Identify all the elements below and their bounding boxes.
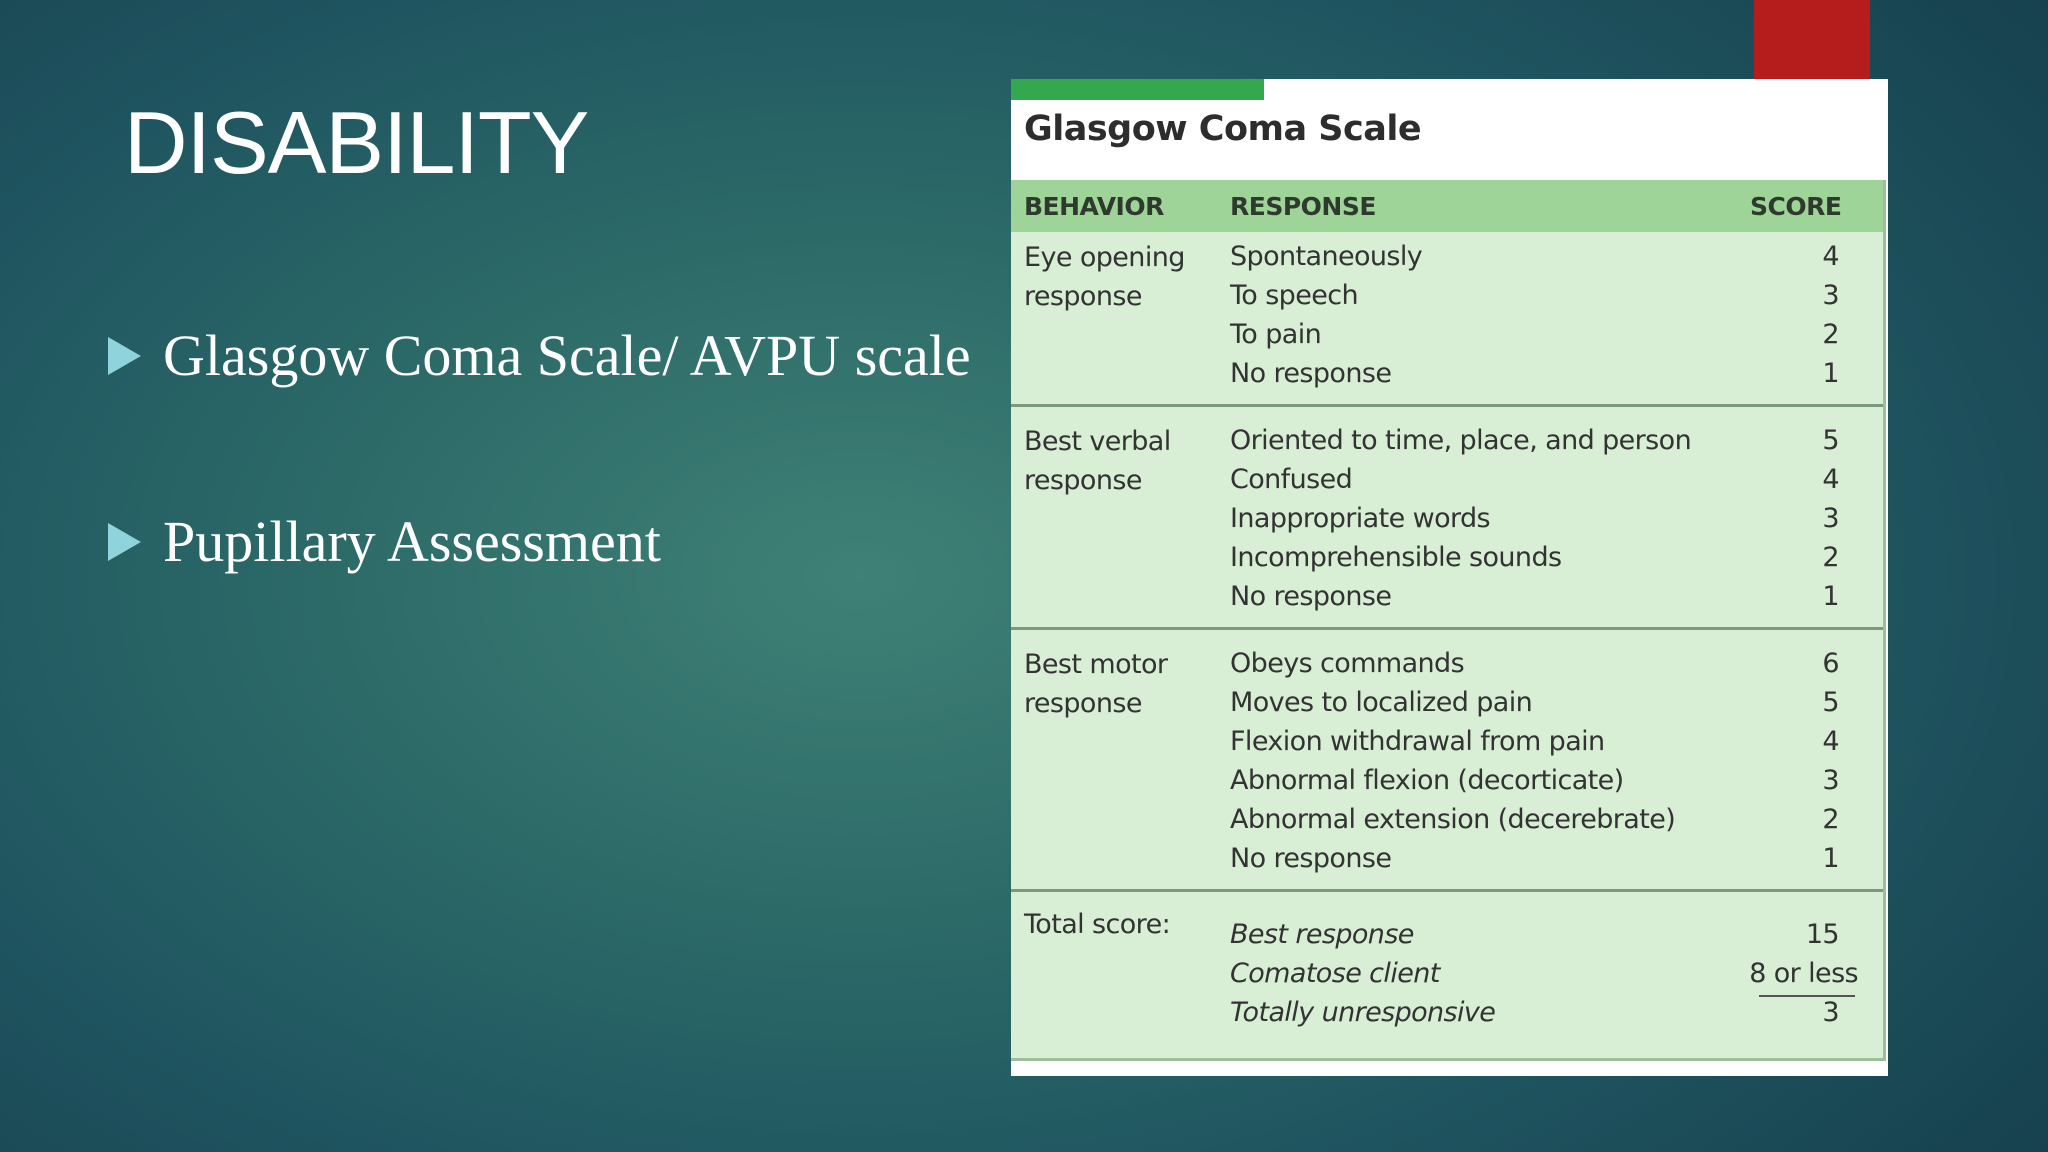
behavior-line: Best motor xyxy=(1024,649,1168,680)
table-header-row xyxy=(1011,180,1883,232)
response-text: Moves to localized pain xyxy=(1230,687,1533,718)
response-text: No response xyxy=(1230,581,1392,612)
behavior-label xyxy=(1024,645,1167,723)
header-behavior: BEHAVIOR xyxy=(1024,192,1164,221)
response-text: Totally unresponsive xyxy=(1230,997,1496,1028)
response-text: Inappropriate words xyxy=(1230,503,1491,534)
score-value: 15 xyxy=(1805,919,1839,950)
score-value: 2 xyxy=(1822,319,1839,350)
behavior-label xyxy=(1024,238,1185,316)
score-value: 3 xyxy=(1822,280,1839,311)
behavior-line: response xyxy=(1024,281,1142,312)
score-value: 4 xyxy=(1822,241,1839,272)
bullet-item xyxy=(108,322,971,389)
response-text: Spontaneously xyxy=(1230,241,1423,272)
slide-title: DISABILITY xyxy=(124,93,589,192)
score-value: 2 xyxy=(1822,804,1839,835)
header-response: RESPONSE xyxy=(1230,192,1376,221)
response-text: Comatose client xyxy=(1230,958,1440,989)
score-value: 2 xyxy=(1822,542,1839,573)
score-value: 4 xyxy=(1822,726,1839,757)
score-value: 4 xyxy=(1822,464,1839,495)
score-value: 1 xyxy=(1822,358,1839,389)
behavior-line: response xyxy=(1024,688,1142,719)
score-value: 3 xyxy=(1822,997,1839,1028)
group-divider xyxy=(1011,404,1883,407)
behavior-line: Best verbal xyxy=(1024,426,1171,457)
bullet-text: Glasgow Coma Scale/ AVPU scale xyxy=(163,323,971,388)
total-score-label: Total score: xyxy=(1024,909,1171,940)
response-text: Abnormal extension (decerebrate) xyxy=(1230,804,1676,835)
bullet-text: Pupillary Assessment xyxy=(163,509,661,574)
triangle-bullet-icon xyxy=(108,523,141,561)
behavior-line: Eye opening xyxy=(1024,242,1185,273)
gcs-table-figure xyxy=(1011,79,1888,1076)
response-text: Flexion withdrawal from pain xyxy=(1230,726,1605,757)
response-text: Confused xyxy=(1230,464,1353,495)
behavior-label xyxy=(1024,422,1171,500)
behavior-line: response xyxy=(1024,465,1142,496)
response-text: No response xyxy=(1230,358,1392,389)
response-text: Abnormal flexion (decorticate) xyxy=(1230,765,1624,796)
group-divider xyxy=(1011,889,1883,892)
figure-title: Glasgow Coma Scale xyxy=(1024,109,1422,149)
score-value: 1 xyxy=(1822,581,1839,612)
header-score: SCORE xyxy=(1750,192,1842,221)
score-value: 1 xyxy=(1822,843,1839,874)
score-value: 8 or less xyxy=(1749,958,1858,989)
response-text: Oriented to time, place, and person xyxy=(1230,425,1692,456)
response-text: To pain xyxy=(1230,319,1322,350)
response-text: No response xyxy=(1230,843,1392,874)
response-text: Obeys commands xyxy=(1230,648,1465,679)
score-value: 5 xyxy=(1822,687,1839,718)
total-rule-line xyxy=(1759,995,1855,997)
bullet-item xyxy=(108,508,661,575)
score-value: 3 xyxy=(1822,765,1839,796)
score-value: 6 xyxy=(1822,648,1839,679)
group-divider xyxy=(1011,627,1883,630)
figure-label-tab xyxy=(1011,79,1264,100)
response-text: To speech xyxy=(1230,280,1358,311)
response-text: Incomprehensible sounds xyxy=(1230,542,1562,573)
response-text: Best response xyxy=(1230,919,1414,950)
gcs-table xyxy=(1011,180,1886,1061)
score-value: 3 xyxy=(1822,503,1839,534)
score-value: 5 xyxy=(1822,425,1839,456)
corner-accent-bar xyxy=(1754,0,1870,82)
triangle-bullet-icon xyxy=(108,337,141,375)
